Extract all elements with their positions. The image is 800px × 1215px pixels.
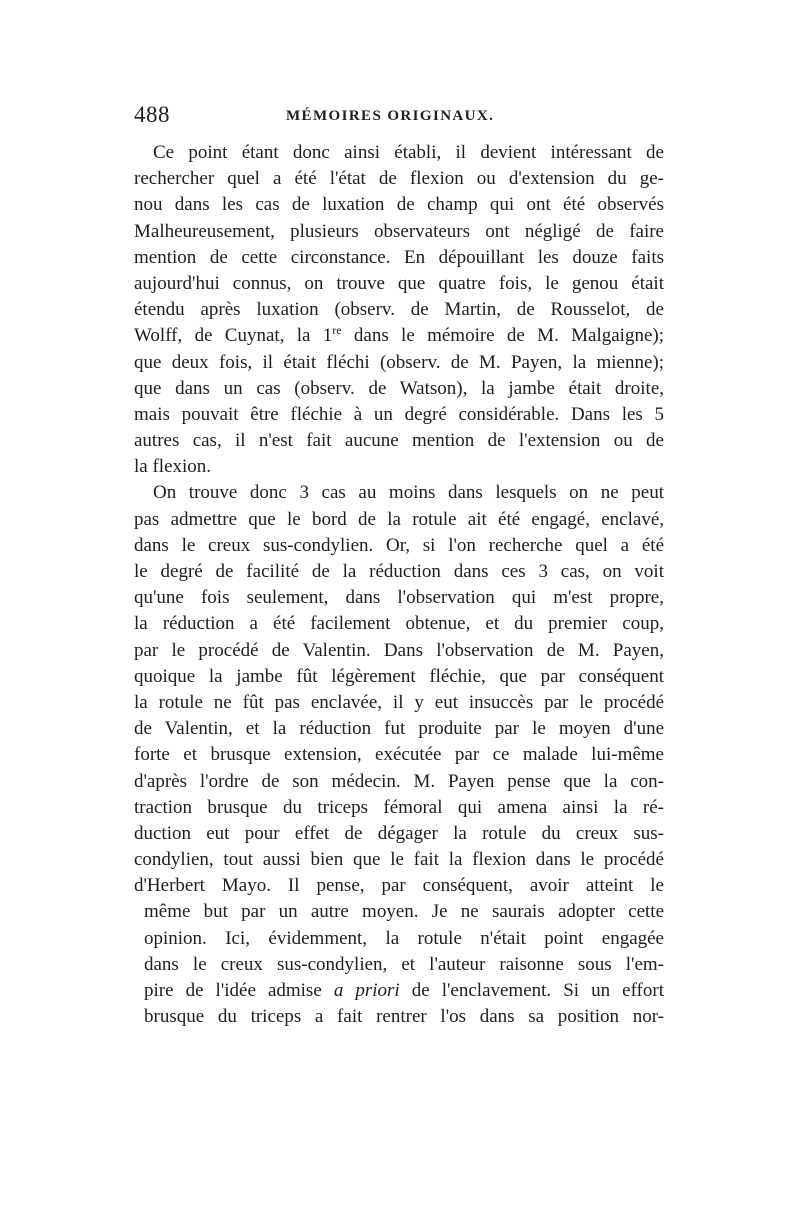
text-line: Malheureusement, plusieurs observateurs ont négligé de faire [134,220,664,242]
text-line: que deux fois, il était fléchi (observ. de M. Payen, la mienne); [134,351,664,373]
text-span: dans le mémoire de M. Malgaigne); [341,325,664,347]
text-line: duction eut pour effet de dégager la rotule du creux sus- [134,822,664,844]
text-line: qu'une fois seulement, dans l'observation qui m'est propre, [134,587,664,609]
text-line: la réduction a été facilement obtenue, et du premier coup, [134,613,664,635]
text-line-with-italic [134,978,664,1004]
text-line: On trouve donc 3 cas au moins dans lesquels on ne peut [153,482,664,504]
text-line-with-superscript [134,323,664,349]
text-line: d'après l'ordre de son médecin. M. Payen pense que la con- [134,770,664,792]
text-line: la rotule ne fût pas enclavée, il y eut insuccès par le procédé [134,691,664,713]
body-text [134,140,664,1030]
text-line: la flexion. [134,456,212,478]
text-line: aujourd'hui connus, on trouve que quatre fois, le genou était [134,272,664,294]
text-line: que dans un cas (observ. de Watson), la jambe était droite, [134,377,664,399]
text-line: nou dans les cas de luxation de champ qui ont été observés [134,194,664,216]
text-line: dans le creux sus-condylien, et l'auteur raisonne sous l'em- [144,953,664,975]
page-header [134,100,674,130]
superscript: re [332,323,342,338]
text-line: de Valentin, et la réduction fut produite par le moyen d'une [134,718,664,740]
text-line: traction brusque du triceps fémoral qui amena ainsi la ré- [134,796,664,818]
text-line: étendu après luxation (observ. de Martin, de Rousselot, de [134,299,664,321]
text-line: pas admettre que le bord de la rotule ait été engagé, enclavé, [134,508,664,530]
running-head: MÉMOIRES ORIGINAUX. [286,108,495,124]
text-line: mention de cette circonstance. En dépouillant les douze faits [134,246,664,268]
text-line: Ce point étant donc ainsi établi, il devient intéressant de [153,142,664,163]
text-line: autres cas, il n'est fait aucune mention de l'extension ou de [134,430,664,452]
text-line: mais pouvait être fléchie à un degré considérable. Dans les 5 [134,403,664,425]
text-span: de l'enclavement. Si un effort [399,980,664,1001]
text-line: quoique la jambe fût légèrement fléchie, que par conséquent [134,665,664,687]
text-line: brusque du triceps a fait rentrer l'os dans sa position nor- [144,1006,664,1028]
text-line: par le procédé de Valentin. Dans l'observation de M. Payen, [134,639,664,661]
text-line: forte et brusque extension, exécutée par ce malade lui-même [134,744,664,766]
text-line: d'Herbert Mayo. Il pense, par conséquent, avoir atteint le [134,875,664,897]
text-line: le degré de facilité de la réduction dans ces 3 cas, on voit [134,561,664,582]
italic-phrase: a priori [333,980,400,1001]
text-line: condylien, tout aussi bien que le fait la flexion dans le procédé [134,849,664,871]
text-line: opinion. Ici, évidemment, la rotule n'était point engagée [144,927,664,949]
text-line: dans le creux sus-condylien. Or, si l'on recherche quel a été [134,534,664,556]
text-line: même but par un autre moyen. Je ne saurais adopter cette [144,901,664,923]
text-span: pire de l'idée admise [144,980,334,1001]
text-span: Wolff, de Cuynat, la 1 [134,325,333,347]
text-line: rechercher quel a été l'état de flexion ou d'extension du ge- [134,168,664,190]
page-number: 488 [134,102,170,127]
